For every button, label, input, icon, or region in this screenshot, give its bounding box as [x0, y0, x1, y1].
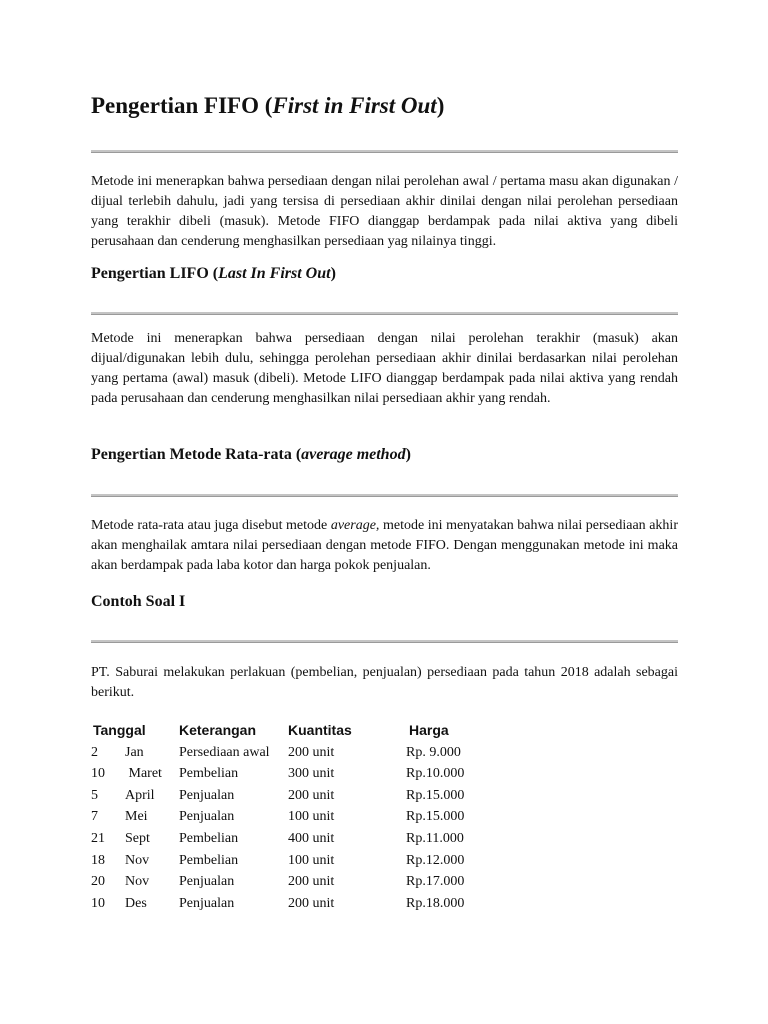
paragraph-average-before: Metode rata-rata atau juga disebut metode: [91, 518, 331, 533]
paragraph-lifo: Metode ini menerapkan bahwa persediaan dengan nilai perolehan terakhir (masuk) akan dijual/digunakan lebih dulu, sehingga perolehan persediaan akhir dinilai berdasarkan nilai perolehan yang pertama (awal) masuk (dibeli). Metode LIFO dianggap berdampak pada nilai aktiva yang rendah pada perusahaan dan cenderung menghasilkan nilai persediaan akhir yang rendah.: [91, 331, 678, 406]
cell-day: 10: [91, 895, 105, 911]
heading-lifo-prefix: Pengertian LIFO (: [91, 265, 219, 282]
cell-keterangan: Pembelian: [179, 830, 239, 846]
cell-keterangan: Persediaan awal: [179, 744, 270, 760]
transaction-table: [91, 720, 486, 914]
divider-average: [91, 494, 678, 497]
cell-day: 18: [91, 852, 105, 868]
paragraph-fifo: Metode ini menerapkan bahwa persediaan dengan nilai perolehan awal / pertama masu akan digunakan / dijual terlebih dahulu, jadi yang tersisa di persediaan akhir dinilai dengan nilai perolehan persediaan yang terakhir dibeli (masuk). Metode FIFO dianggap berdampak pada nilai aktiva yang dibeli perusahaan dan cenderung menghasilkan persediaan yag nilainya tinggi.: [91, 174, 678, 249]
cell-month: Sept: [125, 830, 150, 846]
cell-month: Mei: [125, 809, 148, 825]
cell-month: Nov: [125, 852, 150, 868]
cell-day: 21: [91, 830, 105, 846]
header-tanggal: Tanggal: [93, 722, 146, 738]
header-harga-label: Harga: [409, 722, 449, 738]
cell-harga: Rp. 9.000: [406, 744, 461, 760]
heading-fifo-prefix: Pengertian FIFO (: [91, 93, 273, 118]
heading-fifo: [91, 91, 444, 121]
cell-day: 2: [91, 744, 98, 760]
cell-keterangan: Pembelian: [179, 766, 239, 782]
table-row: [91, 871, 486, 893]
header-kuantitas: Kuantitas: [288, 722, 352, 738]
cell-day: 7: [91, 809, 98, 825]
table-row: [91, 742, 486, 764]
divider-contoh-soal: [91, 640, 678, 643]
cell-kuantitas: 200 unit: [288, 895, 335, 911]
cell-day: 5: [91, 787, 98, 803]
cell-harga: Rp.15.000: [406, 809, 465, 825]
cell-day: 20: [91, 874, 105, 890]
heading-average-italic: average method: [301, 446, 406, 463]
cell-harga: Rp.17.000: [406, 874, 465, 890]
paragraph-average-italic: average,: [330, 518, 380, 533]
heading-average: [91, 444, 411, 466]
divider-lifo: [91, 312, 678, 315]
cell-month: April: [125, 787, 155, 803]
heading-lifo-suffix: ): [330, 265, 336, 282]
header-harga: [406, 720, 486, 742]
paragraph-contoh-soal: PT. Saburai melakukan perlakuan (pembelian, penjualan) persediaan pada tahun 2018 adalah sebagai berikut.: [91, 665, 678, 700]
heading-average-prefix: Pengertian Metode Rata-rata (: [91, 446, 302, 463]
cell-harga: Rp.12.000: [406, 852, 465, 868]
header-keterangan: Keterangan: [179, 722, 257, 738]
heading-lifo-italic: Last In First Out: [218, 265, 331, 282]
heading-contoh-soal: Contoh Soal I: [91, 593, 186, 610]
table-row: [91, 828, 486, 850]
paragraph-average-after: metode ini menyatakan bahwa nilai persediaan akhir akan menghailak amtara nilai persediaan dengan metode FIFO. Dengan menggunakan metode ini maka akan berdampak pada laba kotor dan harga pokok penjualan.: [91, 518, 678, 573]
cell-harga: Rp.11.000: [406, 830, 464, 846]
cell-kuantitas: 400 unit: [288, 830, 335, 846]
cell-day: 10: [91, 766, 105, 782]
cell-kuantitas: 100 unit: [288, 809, 335, 825]
cell-month: Jan: [125, 744, 144, 760]
cell-harga: Rp.15.000: [406, 787, 465, 803]
cell-kuantitas: 300 unit: [288, 766, 335, 782]
cell-keterangan: Pembelian: [179, 852, 239, 868]
table-row: [91, 785, 486, 807]
heading-average-suffix: ): [405, 446, 411, 463]
cell-kuantitas: 200 unit: [288, 787, 335, 803]
heading-fifo-suffix: ): [436, 93, 445, 118]
cell-kuantitas: 100 unit: [288, 852, 335, 868]
cell-kuantitas: 200 unit: [288, 744, 335, 760]
cell-month: Maret: [125, 766, 162, 782]
table-row: [91, 806, 486, 828]
cell-month: Des: [125, 895, 147, 911]
cell-harga: Rp.10.000: [406, 766, 465, 782]
cell-harga: Rp.18.000: [406, 895, 465, 911]
cell-keterangan: Penjualan: [179, 787, 235, 803]
table-header-row: [91, 720, 486, 742]
table-row: [91, 763, 486, 785]
cell-month: Nov: [125, 874, 150, 890]
cell-keterangan: Penjualan: [179, 895, 235, 911]
heading-lifo: [91, 263, 336, 285]
paragraph-average: [91, 516, 678, 576]
cell-kuantitas: 200 unit: [288, 874, 335, 890]
divider-fifo: [91, 150, 678, 153]
table-row: [91, 893, 486, 915]
cell-keterangan: Penjualan: [179, 874, 235, 890]
heading-fifo-italic: First in First Out: [272, 93, 437, 118]
table-row: [91, 850, 486, 872]
cell-keterangan: Penjualan: [179, 809, 235, 825]
